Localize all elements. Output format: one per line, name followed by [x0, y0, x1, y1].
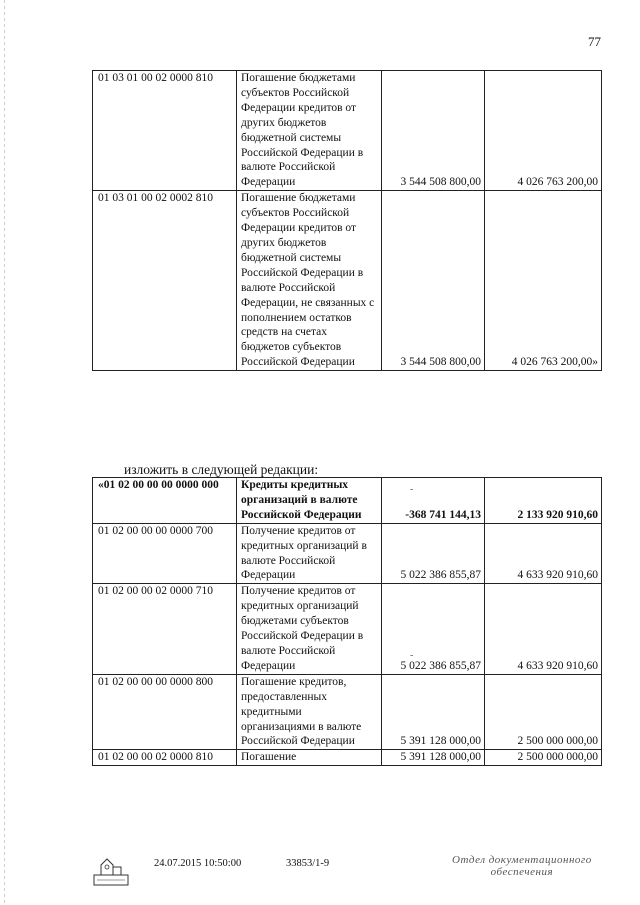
value-2017-cell: 4 633 920 910,60 [485, 584, 602, 674]
description-cell: Получение кредитов от кредитных организаций в валюте Российской Федерации [237, 523, 382, 584]
value-2017-cell: 4 026 763 200,00 [485, 71, 602, 191]
value-2016-cell: 3 544 508 800,00 [382, 191, 485, 371]
footer-datetime: 24.07.2015 10:50:00 [154, 858, 242, 869]
value-2016-cell: 3 544 508 800,00 [382, 71, 485, 191]
stamp-line-2: обеспечения [490, 866, 554, 878]
description-cell: Погашение кредитов, предоставленных кредитными организациями в валюте Российской Федерации [237, 674, 382, 750]
scan-edge-artifact [4, 0, 5, 905]
table-row [93, 71, 602, 191]
budget-code-cell: 01 02 00 00 00 0000 800 [93, 674, 237, 750]
description-cell: Погашение бюджетами субъектов Российской Федерации кредитов от других бюджетов бюджетной системы Российской Федерации в валюте Российской Федерации, не связанных с пополнением остатков средств на счетах бюджетов субъектов Российской Федерации [237, 191, 382, 371]
budget-code-cell: «01 02 00 00 00 0000 000 [93, 478, 237, 524]
value-2016-cell: 5 022 386 855,87 [382, 523, 485, 584]
description-cell: Получение кредитов от кредитных организаций бюджетами субъектов Российской Федерации в валюте Российской Федерации [237, 584, 382, 674]
value-2017-cell: 2 133 920 910,60 [485, 478, 602, 524]
page-number: 77 [588, 34, 601, 49]
table-row [93, 523, 602, 584]
stamp-line-1: Отдел документационного [452, 854, 592, 866]
value-2016-cell: 5 022 386 855,87 [382, 584, 485, 674]
value-2017-cell: 4 633 920 910,60 [485, 523, 602, 584]
instruction-text: изложить в следующей редакции: [124, 462, 319, 477]
table-bottom [92, 477, 602, 766]
budget-code-cell: 01 02 00 00 02 0000 810 [93, 750, 237, 766]
footer-doc-number: 33853/1-9 [286, 858, 330, 869]
budget-code-cell: 01 02 00 00 02 0000 710 [93, 584, 237, 674]
table-row [93, 478, 602, 524]
budget-code-cell: 01 03 01 00 02 0002 810 [93, 191, 237, 371]
logo-emblem-icon [93, 855, 129, 887]
value-2016-cell: 5 391 128 000,00 [382, 750, 485, 766]
value-2017-cell: 2 500 000 000,00 [485, 750, 602, 766]
table-row [93, 674, 602, 750]
scan-mark: - [410, 484, 414, 495]
description-cell: Погашение бюджетами субъектов Российской Федерации кредитов от других бюджетов бюджетной системы Российской Федерации в валюте Российской Федерации [237, 71, 382, 191]
description-cell: Кредиты кредитных организаций в валюте Российской Федерации [237, 478, 382, 524]
value-2016-cell: 5 391 128 000,00 [382, 674, 485, 750]
table-row [93, 191, 602, 371]
department-stamp [452, 854, 592, 878]
budget-code-cell: 01 02 00 00 00 0000 700 [93, 523, 237, 584]
table-row [93, 750, 602, 766]
table-top [92, 70, 602, 371]
description-cell: Погашение [237, 750, 382, 766]
value-2017-cell: 4 026 763 200,00» [485, 191, 602, 371]
budget-code-cell: 01 03 01 00 02 0000 810 [93, 71, 237, 191]
value-2016-cell: -368 741 144,13 [382, 478, 485, 524]
scan-mark: - [410, 650, 414, 661]
value-2017-cell: 2 500 000 000,00 [485, 674, 602, 750]
table-row [93, 584, 602, 674]
